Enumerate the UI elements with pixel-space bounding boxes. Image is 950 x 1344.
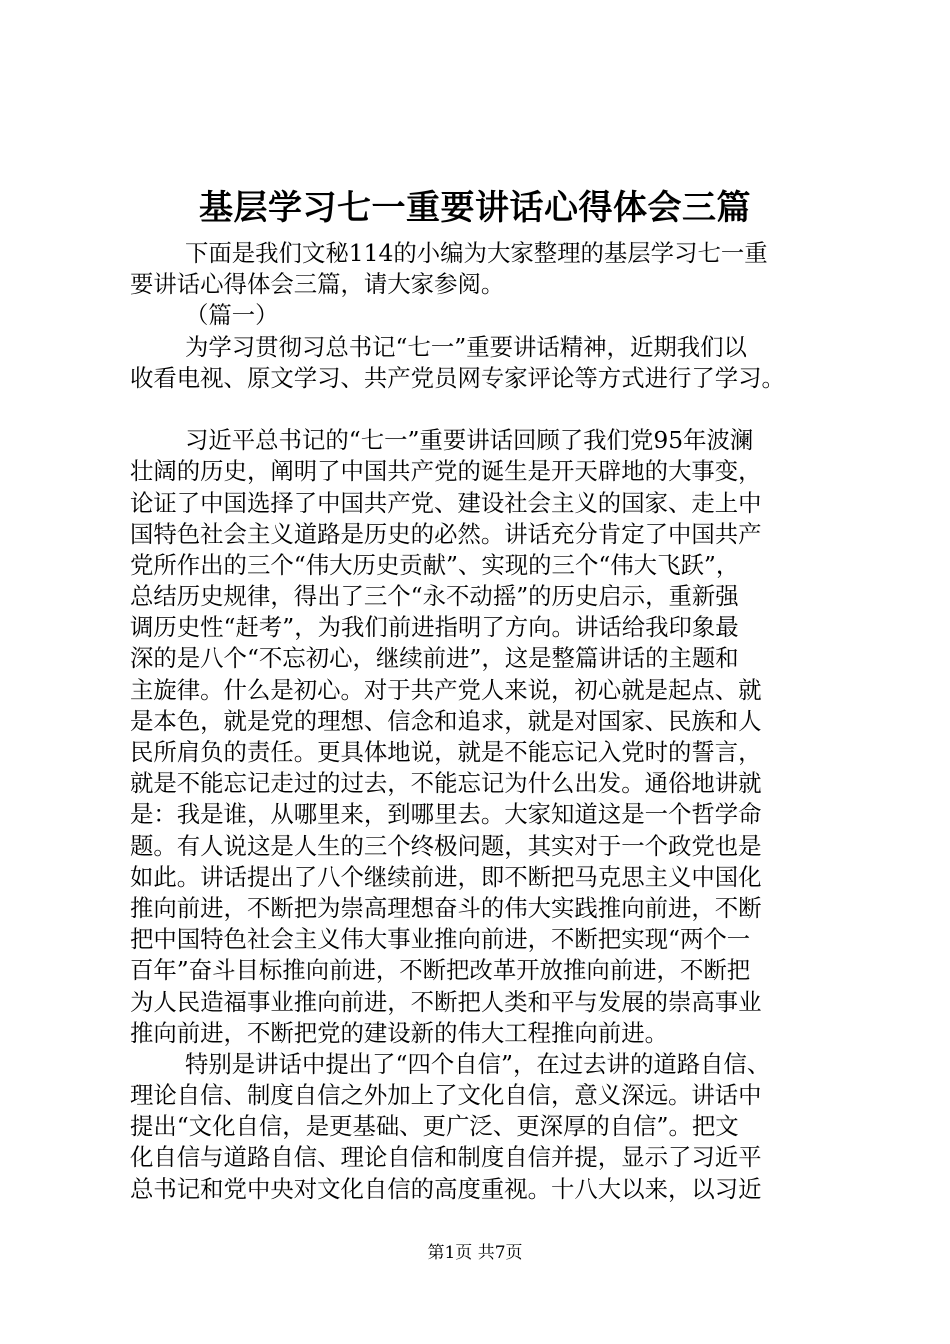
text-line: （篇一）: [185, 301, 279, 330]
text-line: 深的是八个“不忘初心，继续前进”，这是整篇讲话的主题和: [130, 644, 739, 673]
text-line: 壮阔的历史，阐明了中国共产党的诞生是开天辟地的大事变，: [130, 457, 762, 486]
text-line: 提出“文化自信，是更基础、更广泛、更深厚的自信”。把文: [130, 1112, 739, 1141]
text-line: 习近平总书记的“七一”重要讲话回顾了我们党95年波澜: [185, 426, 754, 455]
text-line: 为人民造福事业推向前进，不断把人类和平与发展的崇高事业: [130, 987, 762, 1016]
page-footer: 第1页 共7页: [427, 1243, 523, 1263]
text-line: 推向前进，不断把党的建设新的伟大工程推向前进。: [130, 1018, 668, 1047]
text-line: 是本色，就是党的理想、信念和追求，就是对国家、民族和人: [130, 706, 762, 735]
text-line: 论证了中国选择了中国共产党、建设社会主义的国家、走上中: [130, 488, 762, 517]
text-line: 特别是讲话中提出了“四个自信”，在过去讲的道路自信、: [185, 1049, 771, 1078]
text-line: 推向前进，不断把为崇高理想奋斗的伟大实践推向前进，不断: [130, 893, 762, 922]
text-line: [130, 394, 850, 425]
text-line: 收看电视、原文学习、共产党员网专家评论等方式进行了学习。: [130, 363, 785, 392]
text-line: 总书记和党中央对文化自信的高度重视。十八大以来，以习近: [130, 1174, 762, 1203]
text-line: 调历史性“赶考”，为我们前进指明了方向。讲话给我印象最: [130, 613, 739, 642]
text-line: 要讲话心得体会三篇，请大家参阅。: [130, 270, 505, 299]
text-line: 主旋律。什么是初心。对于共产党人来说，初心就是起点、就: [130, 675, 762, 704]
text-line: 民所肩负的责任。更具体地说，就是不能忘记入党时的誓言，: [130, 738, 762, 766]
text-line: 就是不能忘记走过的过去，不能忘记为什么出发。通俗地讲就: [130, 769, 762, 798]
text-line: 党所作出的三个“伟大历史贡献”、实现的三个“伟大飞跃”，: [130, 550, 740, 579]
text-line: 题。有人说这是人生的三个终极问题，其实对于一个政党也是: [130, 831, 762, 860]
text-line: 为学习贯彻习总书记“七一”重要讲话精神，近期我们以: [185, 332, 747, 361]
text-line: 如此。讲话提出了八个继续前进，即不断把马克思主义中国化: [130, 862, 762, 891]
text-line: 化自信与道路自信、理论自信和制度自信并提，显示了习近平: [130, 1143, 762, 1172]
document-title: 基层学习七一重要讲话心得体会三篇: [199, 188, 751, 228]
document-body: [130, 238, 850, 1205]
text-line: 是：我是谁，从哪里来，到哪里去。大家知道这是一个哲学命: [130, 800, 762, 829]
text-line: 总结历史规律，得出了三个“永不动摇”的历史启示，重新强: [130, 582, 739, 611]
text-line: 把中国特色社会主义伟大事业推向前进，不断把实现“两个一: [130, 925, 751, 954]
text-line: 下面是我们文秘114的小编为大家整理的基层学习七一重: [185, 239, 768, 267]
text-line: 国特色社会主义道路是历史的必然。讲话充分肯定了中国共产: [130, 519, 762, 548]
text-line: 理论自信、制度自信之外加上了文化自信，意义深远。讲话中: [130, 1081, 762, 1110]
text-line: 百年”奋斗目标推向前进，不断把改革开放推向前进，不断把: [130, 956, 751, 985]
